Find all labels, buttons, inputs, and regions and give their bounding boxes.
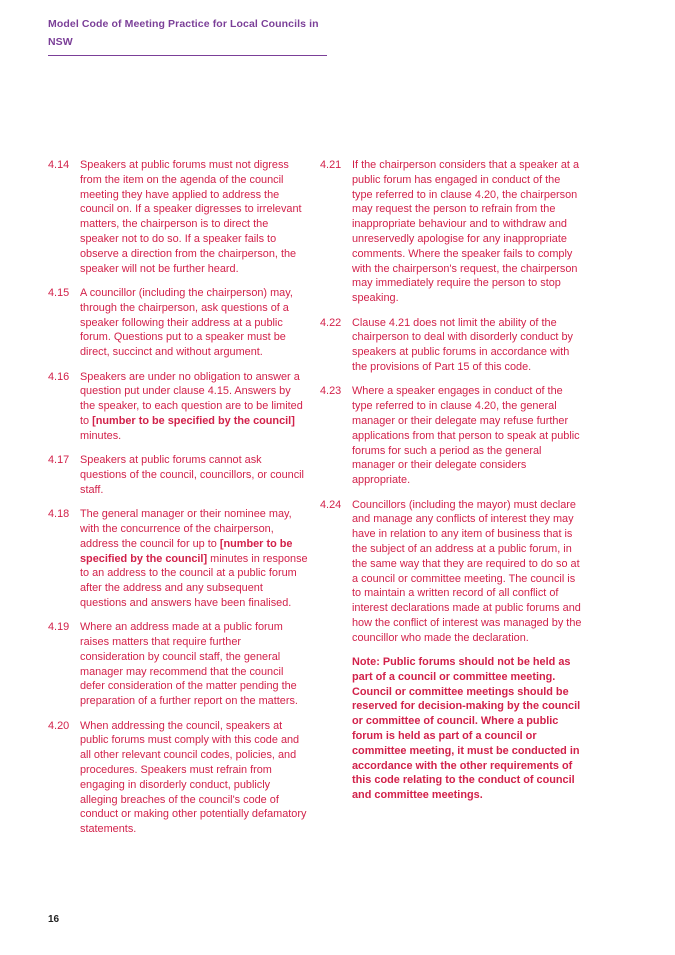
page-number: 16 bbox=[48, 914, 60, 925]
clause-text bbox=[80, 370, 308, 444]
clause-4-20 bbox=[48, 719, 308, 837]
clause-number: 4.24 bbox=[320, 498, 342, 511]
clause-number: 4.21 bbox=[320, 159, 342, 171]
clause-text-part: minutes in response to an address to the council at a public forum after the address and any subsequent questions and answers have been finalised. bbox=[80, 552, 308, 609]
clause-number: 4.14 bbox=[48, 159, 70, 171]
clause-number: 4.20 bbox=[48, 719, 70, 732]
clause-placeholder: [number to be specified by the council] bbox=[80, 537, 293, 565]
clause-placeholder: [number to be specified by the council] bbox=[92, 414, 295, 427]
note-paragraph: Note: Public forums should not be held as part of a council or committee meeting. Council or committee meetings should be reserved for decision-making by the council or committee of council. Where a public forum is held as part of a council or committee meeting, it must be conducted in accordance with the other requirements of this code relating to the conduct of council and committee meetings. bbox=[352, 656, 581, 802]
clause-4-19 bbox=[48, 620, 308, 709]
clause-4-15 bbox=[48, 286, 308, 360]
clause-text: A councillor (including the chairperson) may, through the chairperson, ask questions of a speaker following their address at a public forum. Questions put to a speaker must be direct, succinct and without argument. bbox=[80, 286, 293, 359]
left-column bbox=[48, 158, 308, 847]
right-column bbox=[320, 158, 582, 803]
clause-4-17 bbox=[48, 453, 308, 497]
clause-text: Speakers at public forums must not digress from the item on the agenda of the council meeting they have applied to address the council on. If a speaker digresses to irrelevant matters, the chairperson is to direct the speaker not to do so. If a speaker fails to observe a direction from the chairperson, the speaker will not be further heard. bbox=[80, 159, 302, 275]
clause-4-21 bbox=[320, 158, 582, 306]
clause-number: 4.16 bbox=[48, 370, 70, 383]
clause-text: Where an address made at a public forum raises matters that require further consideration by council staff, the general manager may recommend that the council defer consideration of the matter pending the preparation of a further report on the matters. bbox=[80, 621, 298, 708]
clause-text: When addressing the council, speakers at public forums must comply with this code and all other relevant council codes, policies, and procedures. Speakers must refrain from engaging in disorderly conduct, publicly alleging breaches of the council's code of conduct or making other potentially defamatory statements. bbox=[80, 719, 307, 836]
running-header bbox=[48, 14, 327, 56]
clause-text-part: The general manager or their nominee may, with the concurrence of the chairperson, address the council for up to bbox=[80, 508, 292, 550]
clause-number: 4.18 bbox=[48, 508, 70, 521]
clause-4-22 bbox=[320, 316, 582, 375]
clause-number: 4.19 bbox=[48, 621, 70, 634]
clause-text-part: minutes. bbox=[80, 429, 122, 442]
clause-text: If the chairperson considers that a speaker at a public forum has engaged in conduct of the type referred to in clause 4.20, the chairperson may request the person to refrain from the inappropriate behaviour and to withdraw and unreservedly apologise for any inappropriate comments. Where the speaker fails to comply with the chairperson's request, the chairperson may immediately require the person to stop speaking. bbox=[352, 159, 580, 305]
clause-4-18 bbox=[48, 507, 308, 611]
clause-4-14 bbox=[48, 158, 308, 276]
header-title: Model Code of Meeting Practice for Local Councils in NSW bbox=[48, 18, 319, 48]
clause-number: 4.17 bbox=[48, 454, 70, 467]
clause-text: Clause 4.21 does not limit the ability of the chairperson to deal with disorderly conduct by speakers at public forums in accordance with the provisions of Part 15 of this code. bbox=[352, 316, 573, 373]
clause-number: 4.22 bbox=[320, 316, 342, 329]
clause-4-24 bbox=[320, 498, 582, 646]
clause-4-23 bbox=[320, 384, 582, 488]
clause-text bbox=[80, 507, 308, 611]
clause-4-16 bbox=[48, 370, 308, 444]
clause-text: Speakers at public forums cannot ask questions of the council, councillors, or council staff. bbox=[80, 454, 304, 496]
clause-text: Councillors (including the mayor) must declare and manage any conflicts of interest they may have in relation to any item of business that is the subject of an address at a public forum, in the same way that they are required to do so at a council or committee meeting. The council is to maintain a written record of all conflict of interest declarations made at public forums and how the conflict of interest was managed by the councillor who made the declaration. bbox=[352, 498, 582, 644]
clause-text-part: Speakers are under no obligation to answer a question put under clause 4.15. Answers by the speaker, to each question are to be limited to bbox=[80, 370, 303, 427]
clause-text: Where a speaker engages in conduct of the type referred to in clause 4.20, the general manager or their delegate may refuse further applications from that person to speak at public forums for such a period as the general manager or their delegate considers appropriate. bbox=[352, 385, 580, 487]
clause-number: 4.15 bbox=[48, 286, 70, 299]
clause-number: 4.23 bbox=[320, 385, 342, 398]
